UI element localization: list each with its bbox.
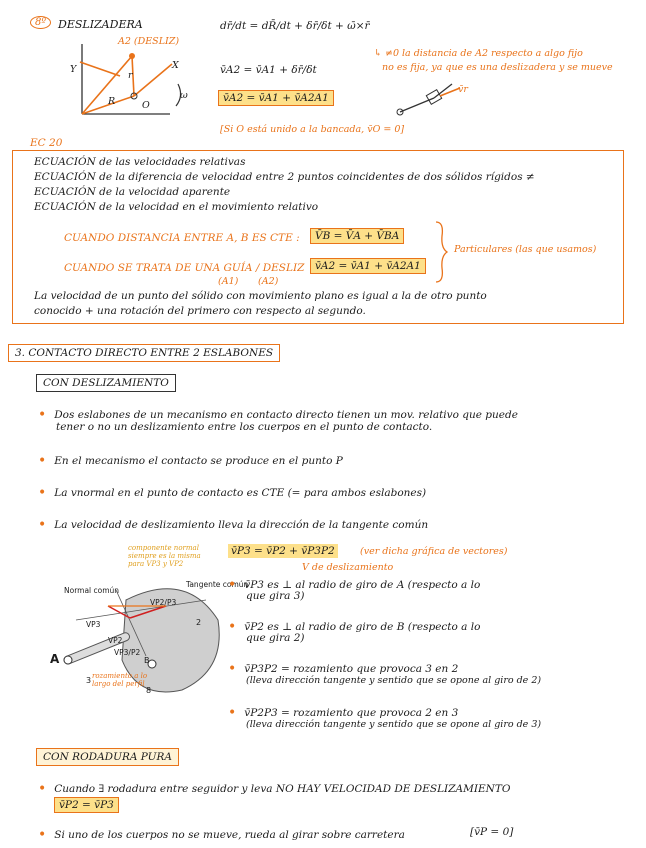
fig-a-label: A — [50, 652, 60, 666]
diagram-axis-y: Y — [70, 64, 77, 75]
fig-vp2p3: VP2/P3 — [150, 598, 177, 607]
fig-b-label: B — [144, 656, 150, 665]
ec20-conclusion-2: conocido + una rotación del primero con respecto al segundo. — [34, 305, 366, 317]
note-bancada: [Si O está unido a la bancada, v̄O = 0] — [220, 124, 405, 135]
eq-va2-boxed: v̄A2 = v̄A1 + v̄A2A1 — [218, 90, 334, 106]
item-1-cont: que gira 3) — [246, 590, 305, 602]
rodadura-2-eq: [v̄P = 0] — [470, 826, 514, 838]
ec20-case1-eq: V̄B = V̄A + V̄BA — [310, 228, 404, 244]
item-1: • v̄P3 es ⊥ al radio de giro de A (respecto a lo — [228, 576, 480, 592]
fig-rozamiento: rozamiento a lo largo del perfil — [92, 672, 148, 688]
bullet-2: • En el mecanismo el contacto se produce en el punto P — [38, 452, 343, 468]
rodadura-eq: v̄P2 = v̄P3 — [54, 797, 119, 813]
item-3: • v̄P3P2 = rozamiento que provoca 3 en 2 — [228, 660, 458, 676]
item-2: • v̄P2 es ⊥ al radio de giro de B (respecto a lo — [228, 618, 480, 634]
item-2-cont: que gira 2) — [246, 632, 305, 644]
fig-tangente: Tangente común — [186, 580, 249, 589]
ec20-case2-eq: v̄A2 = v̄A1 + v̄A2A1 — [310, 258, 426, 274]
section-number-badge: 8º — [30, 16, 51, 29]
contacto-sub1: CON DESLIZAMIENTO — [36, 374, 176, 392]
item-3-cont: (lleva dirección tangente y sentido que se opone al giro de 2) — [246, 675, 542, 686]
diagram-vr: v̄r — [458, 84, 468, 95]
fig-vp3: VP3 — [86, 620, 101, 629]
rodadura-2: • Si uno de los cuerpos no se mueve, rueda al girar sobre carretera — [38, 826, 405, 842]
ec20-line-1: ECUACIÓN de las velocidades relativas — [34, 156, 246, 168]
ec20-side-note: Particulares (las que usamos) — [454, 244, 597, 255]
item-4: • v̄P2P3 = rozamiento que provoca 2 en 3 — [228, 704, 458, 720]
ec20-line-3: ECUACIÓN de la velocidad aparente — [34, 186, 231, 198]
item-4-cont: (lleva dirección tangente y sentido que se opone al giro de 3) — [246, 719, 542, 730]
ec20-line-2: ECUACIÓN de la diferencia de velocidad entre 2 puntos coincidentes de dos sólidos rígidos ≠ — [34, 171, 535, 183]
ec20-case2-sub-a2: (A2) — [258, 276, 279, 287]
fig-normal: Normal común — [64, 586, 120, 595]
point-a2-marker — [129, 53, 135, 59]
ec20-label: EC 20 — [30, 137, 63, 149]
rodadura-1: • Cuando ∃ rodadura entre seguidor y leva NO HAY VELOCIDAD DE DESLIZAMIENTO — [38, 780, 510, 796]
diagram-label-r: r — [128, 70, 133, 81]
ec20-conclusion-1: La velocidad de un punto del sólido con movimiento plano es igual a la de otro punto — [34, 290, 487, 302]
fig-2-label: 2 — [196, 618, 202, 627]
main-eq-sub: V de deslizamiento — [302, 562, 394, 573]
bullet-1-cont: tener o no un deslizamiento entre los cuerpos en el punto de contacto. — [56, 421, 433, 433]
eq-va2: v̄A2 = v̄A1 + δr̄/δt — [220, 64, 317, 76]
diagram-axis-x: X — [172, 60, 179, 71]
fig-note: componente normal siempre es la misma para VP3 y VP2 — [128, 544, 201, 568]
ec20-case1-label: CUANDO DISTANCIA ENTRE A, B ES CTE : — [64, 232, 300, 244]
note-nonzero: ↳ ≠0 la distancia de A2 respecto a algo fijo — [374, 48, 583, 59]
note-nonzero-2: no es fija, ya que es una deslizadera y se mueve — [382, 62, 613, 73]
eq-derivative: dr̄/dt = dR̄/dt + δr̄/δt + ω̄×r̄ — [220, 20, 370, 32]
pivot-a-marker — [64, 656, 72, 664]
section-title: DESLIZADERA — [58, 18, 143, 31]
fig-8-label: 8 — [146, 686, 152, 695]
diagram-label-omega: ω — [180, 90, 188, 101]
brace-icon — [434, 220, 448, 284]
contacto-sub2: CON RODADURA PURA — [36, 748, 179, 766]
diagram-vectors — [80, 56, 172, 114]
main-eq-note: (ver dicha gráfica de vectores) — [360, 546, 508, 557]
bullet-1: • Dos eslabones de un mecanismo en contacto directo tienen un mov. relativo que puede — [38, 406, 518, 422]
fig-vp3p2: VP3/P2 — [114, 648, 141, 657]
bullet-3: • La vnormal en el punto de contacto es CTE (= para ambos eslabones) — [38, 484, 426, 500]
bullet-4: • La velocidad de deslizamiento lleva la dirección de la tangente común — [38, 516, 428, 532]
ec20-case2-sub-a1: (A1) — [218, 276, 239, 287]
contacto-title: 3. CONTACTO DIRECTO ENTRE 2 ESLABONES — [8, 344, 280, 362]
diagram-axes — [82, 44, 170, 114]
fig-vp2: VP2 — [108, 636, 123, 645]
diagram-point-label: A2 (DESLIZ) — [118, 36, 180, 47]
fig-3-label: 3 — [86, 676, 92, 685]
main-eq: v̄P3 = v̄P2 + v̄P3P2 — [228, 544, 338, 558]
diagram-label-R: R — [108, 96, 116, 107]
diagram-label-O: O — [142, 100, 150, 111]
ec20-case2-label: CUANDO SE TRATA DE UNA GUÍA / DESLIZ — [64, 262, 305, 274]
ec20-line-4: ECUACIÓN de la velocidad en el movimiento relativo — [34, 201, 319, 213]
